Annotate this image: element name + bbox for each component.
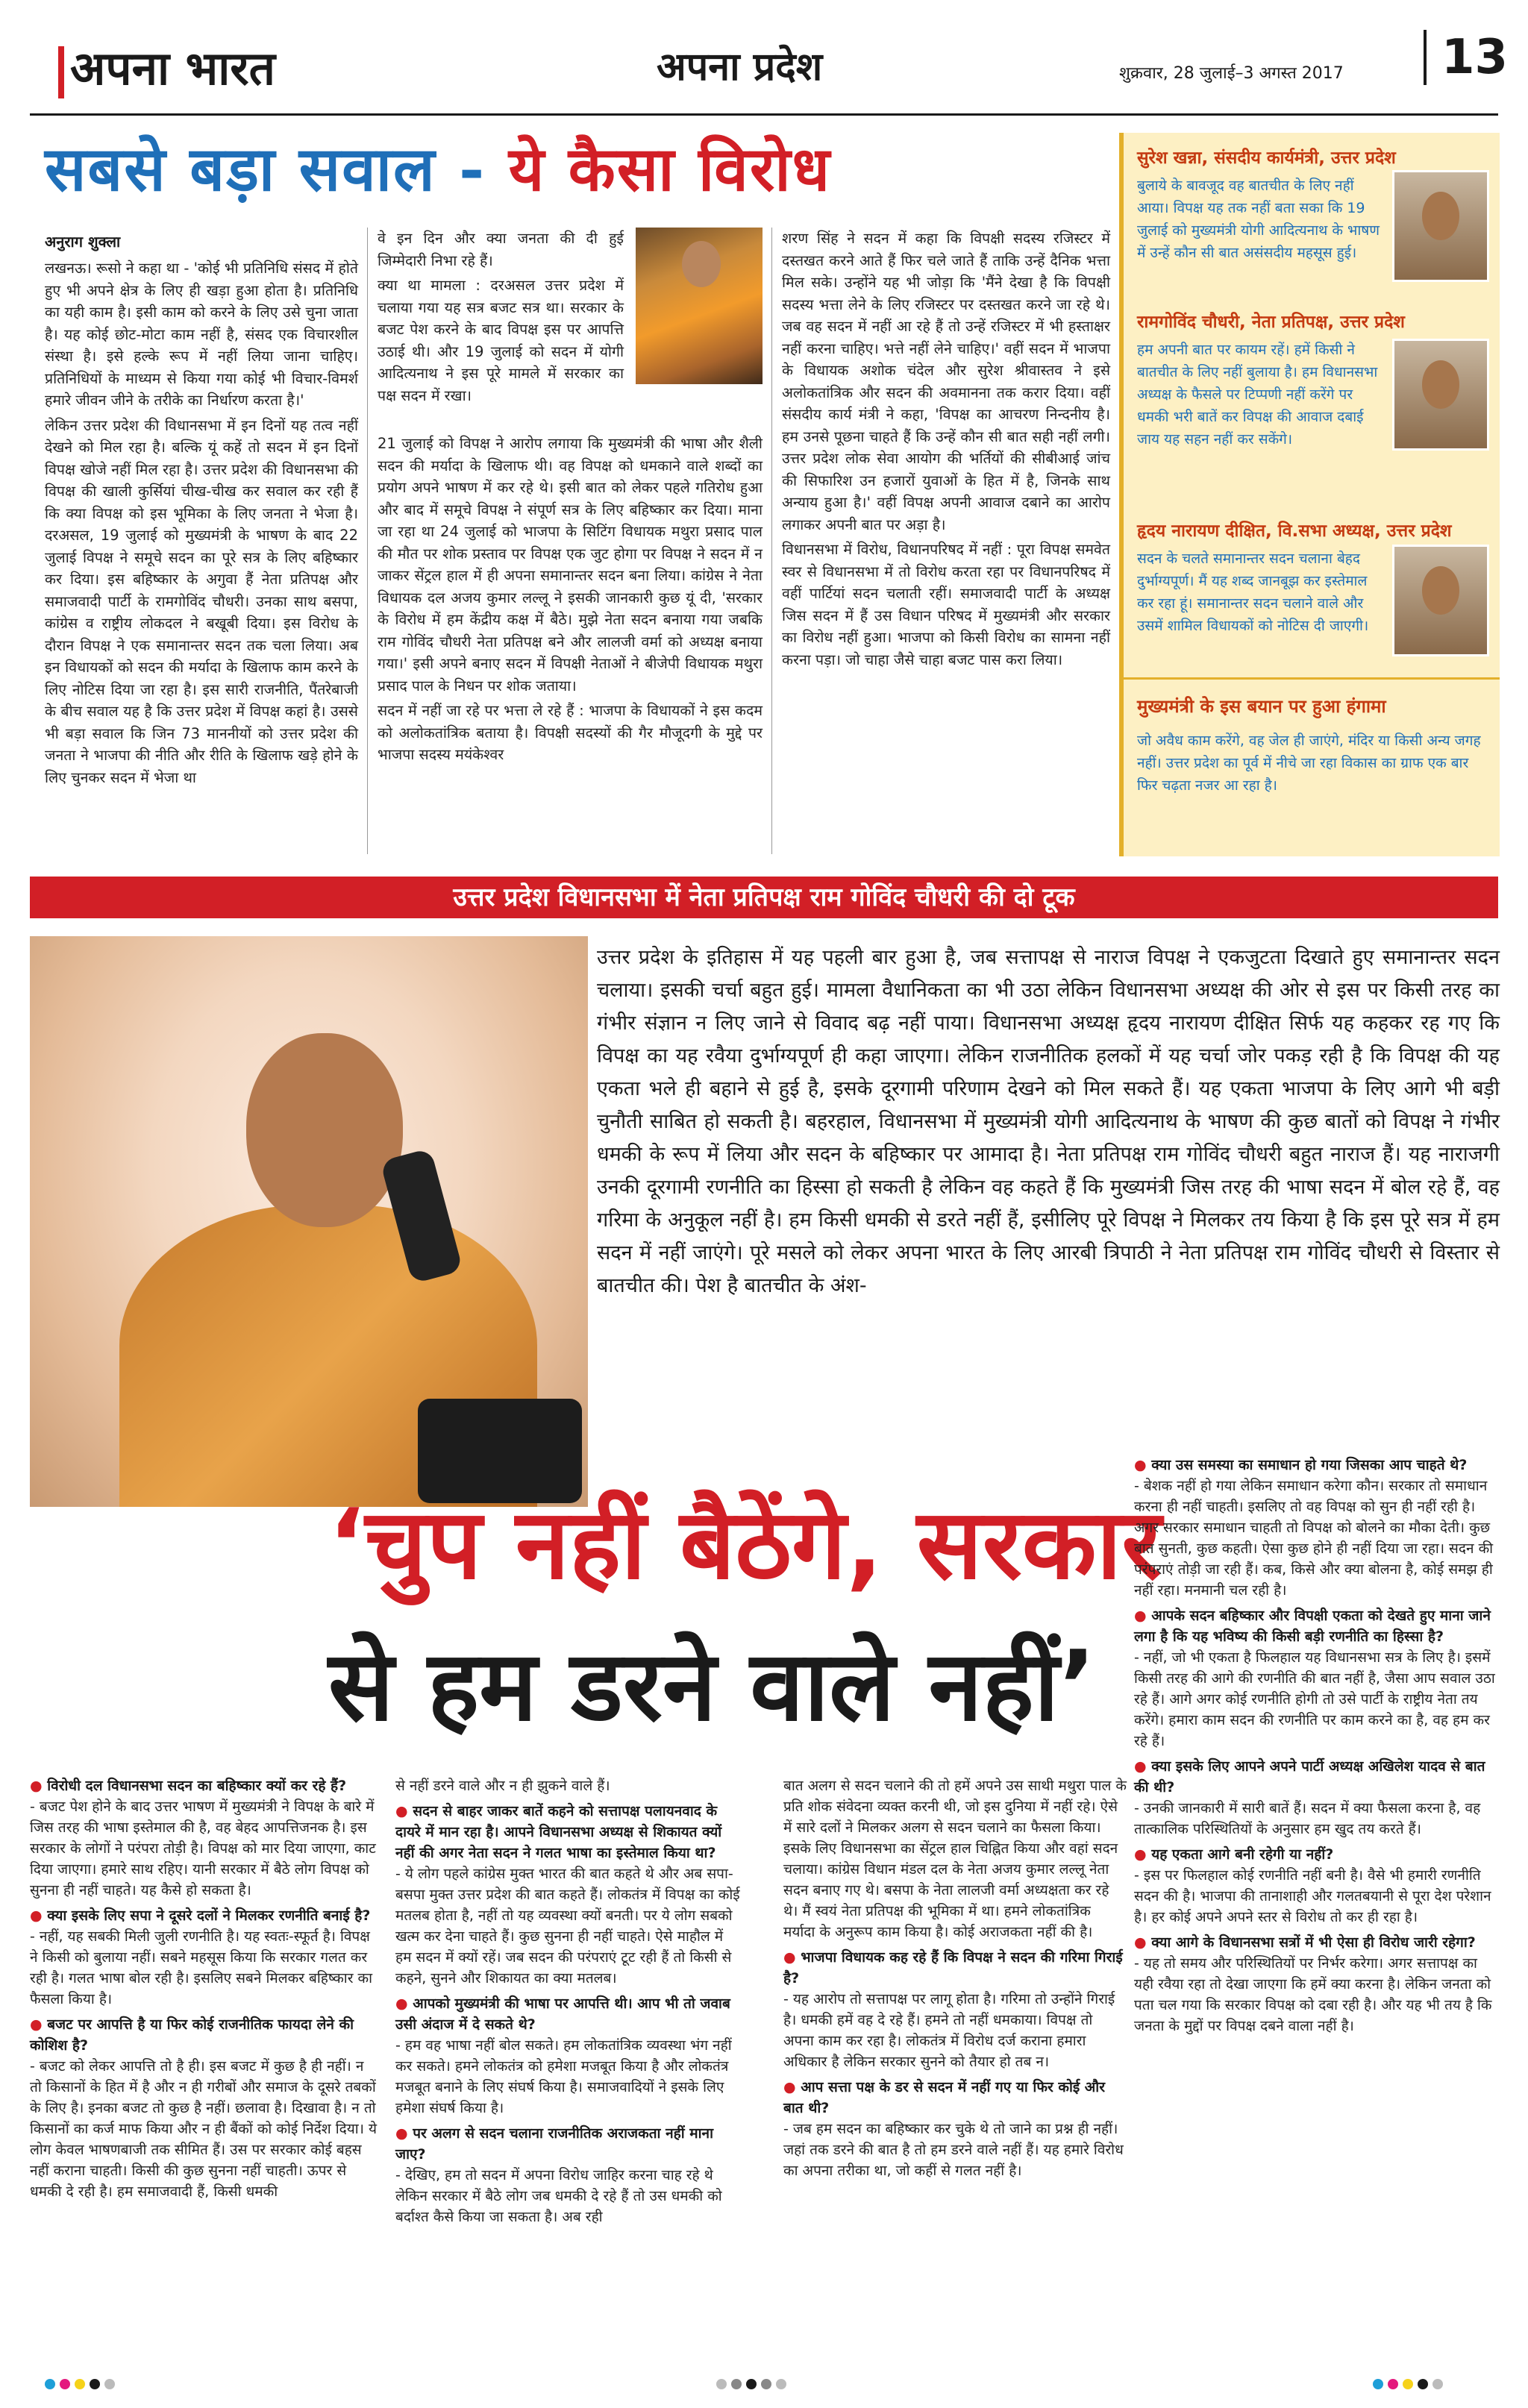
interview-intro: उत्तर प्रदेश के इतिहास में यह पहली बार हुआ है, जब सत्तापक्ष से नाराज विपक्ष ने एकजुटता दिखाते हुए समानान्तर सदन चलाया। इसकी चर्चा बहुत हुई। मामला वैधानिकता का भी उठा लेकिन विधानसभा अध्यक्ष की ओर से इस पर किसी तरह का गंभीर संज्ञान न लिए जाने से विवाद बढ़ नहीं पाया। विधानसभा अध्यक्ष हृदय नारायण दीक्षित सिर्फ यह कहकर रह गए कि विपक्ष का यह रवैया दुर्भाग्यपूर्ण ही कहा जाएगा। लेकिन राजनीतिक हलकों में यह चर्चा जोर पकड़ रही है कि विपक्ष की यह एकता भले ही बहाने से हुई है, इसके दूरगामी परिणाम देखने को मिल सकते हैं। यह एकता भाजपा के लिए आगे भी बड़ी चुनौती साबित हो सकती है। बहरहाल, विधानसभा में मुख्यमंत्री योगी आदित्यनाथ के भाषण की कुछ बातों को विपक्ष ने गंभीर धमकी के रूप में लिया और सदन के बहिष्कार पर आमादा है। नेता प्रतिपक्ष राम गोविंद चौधरी बहुत नाराज हैं। यह नाराजगी उनकी दूरगामी रणनीति का हिस्सा हो सकती है लेकिन वह कहते हैं कि मुख्यमंत्री जिस तरह की भाषा सदन में बोल रहे हैं, वह गरिमा के अनुकूल नहीं है। हम किसी धमकी से डरते नहीं हैं, इसीलिए पूरे विपक्ष ने मिलकर तय किया है कि इस पूरे सत्र में हम सदन में नहीं जाएंगे। पूरे मसले को लेकर अपना भारत के लिए आरबी त्रिपाठी ने नेता प्रतिपक्ष राम गोविंद चौधरी से विस्तार से बातचीत की। पेश है बातचीत के अंश- [597, 946, 1500, 1297]
sidebar-quote: बुलाये के बावजूद वह बातचीत के लिए नहीं आया। विपक्ष यह तक नहीं बता सका कि 19 जुलाई को मुख्यमंत्री योगी आदित्यनाथ के भाषण में उन्हें कौन सी बात असंसदीय महसूस हुई। [1137, 178, 1380, 261]
brand-name: अपना भारत [70, 41, 275, 95]
qa-question: ● भाजपा विधायक कह रहे हैं कि विपक्ष ने सदन की गरिमा गिराई है? [783, 1947, 1127, 1989]
qa-question: ● क्या इसके लिए सपा ने दूसरे दलों ने मिलकर रणनीति बनाई है? [30, 1905, 377, 1926]
photo-subject [246, 1033, 403, 1227]
qa-answer: - जब हम सदन का बहिष्कार कर चुके थे तो जाने का प्रश्न ही नहीं। जहां तक डरने की बात है तो हम डरने वाले नहीं हैं। यह हमारे विरोध का अपना तरीका था, जो कहीं से गलत नहीं है। [783, 2121, 1124, 2179]
quotes-sidebar [1119, 133, 1500, 856]
masthead-rule [30, 113, 1498, 116]
qa-question: ● यह एकता आगे बनी रहेगी या नहीं? [1134, 1844, 1498, 1865]
photo-subject [1422, 360, 1459, 409]
qa-answer: - यह तो समय और परिस्थितियों पर निर्भर करेगा। अगर सत्तापक्ष का यही रवैया रहा तो देखा जाएगा कि हमें क्या करना है। लेकिन जनता को पता चल गया कि सरकार विपक्ष को दबा रही है। और यह भी तय है कि जनता के मुद्दों पर विपक्ष दबने वाला नहीं है। [1134, 1955, 1492, 2034]
qa-answer: - ये लोग पहले कांग्रेस मुक्त भारत की बात कहते थे और अब सपा-बसपा मुक्त उत्तर प्रदेश की बात कहते हैं। लोकतंत्र में विपक्ष का कोई मतलब होता है, नहीं तो यह व्यवस्था क्यों बनती। पर ये लोग सबको खत्म कर देना चाहते हैं। कुछ सुनना ही नहीं चाहते। ऐसे माहौल में हम सदन में क्यों रहें। जब सदन की परंपराएं टूट रही हैं तो किसी से कहने, सुनने और शिकायत का क्या मतलब। [395, 1866, 740, 1987]
article-paragraph: सदन में नहीं जा रहे पर भत्ता ले रहे हैं : भाजपा के विधायकों ने इस कदम को अलोकतांत्रिक बताया है। विपक्षी सदस्यों की गैर मौजूदगी के मुद्दे पर भाजपा सदस्य मयंकेश्वर [378, 702, 763, 763]
sidebar-divider [1124, 677, 1500, 680]
headline-part-2: ये कैसा विरोध [508, 134, 832, 205]
ram-govind-chaudhary-photo [1392, 339, 1489, 451]
qa-question: ● पर अलग से सदन चलाना राजनीतिक अराजकता नहीं माना जाए? [395, 2123, 742, 2165]
sidebar-quote: हम अपनी बात पर कायम रहें। हमें किसी ने बातचीत के लिए नहीं बुलाया है। हम विधानसभा अध्यक्ष के फैसले पर टिप्पणी नहीं करेंगे पर धमकी भरी बातें कर विपक्ष की आवाज दबाई जाय यह सहन नहीं कर सकेंगे। [1137, 342, 1378, 448]
article-paragraph: वे इन दिन और क्या जनता की दी हुई जिम्मेदारी निभा रहे हैं। [378, 230, 624, 269]
main-headline [45, 125, 831, 209]
qa-answer: - देखिए, हम तो सदन में अपना विरोध जाहिर करना चाह रहे थे लेकिन सरकार में बैठे लोग जब धमकी दे रहे हैं तो उस धमकी को बर्दाश्त कैसे किया जा सकता है। अब रही [395, 2167, 722, 2225]
column-divider [367, 228, 368, 854]
qa-answer: - यह आरोप तो सत्तापक्ष पर लागू होता है। गरिमा तो उन्होंने गिराई है। धमकी हमें वह दे रहे हैं। हमने तो नहीं धमकाया। विपक्ष तो अपना काम कर रहा है। लोकतंत्र में विरोध दर्ज कराना हमारा अधिकार है लेकिन सरकार सुनने को तैयार हो तब न। [783, 1991, 1115, 2070]
column-divider [771, 228, 772, 854]
qa-question: ● बजट पर आपत्ति है या फिर कोई राजनीतिक फायदा लेने की कोशिश है? [30, 2014, 377, 2056]
byline: अनुराग शुक्ला [45, 233, 121, 251]
sidebar-title: सुरेश खन्ना, संसदीय कार्यमंत्री, उत्तर प्रदेश [1137, 148, 1396, 168]
article-column-3 [782, 228, 1110, 674]
qa-answer: - इस पर फिलहाल कोई रणनीति नहीं बनी है। वैसे भी हमारी रणनीति सदन की है। भाजपा की तानाशाही और गलतबयानी से पूरा देश परेशान है। हर कोई अपने अपने स्तर से विरोध तो कर ही रहा है। [1134, 1867, 1491, 1925]
photo-subject [682, 241, 721, 287]
qa-answer: - नहीं, यह सबकी मिली जुली रणनीति है। यह स्वतः-स्फूर्त है। विपक्ष ने किसी को बुलाया नहीं। सबने महसूस किया कि सरकार गलत कर रही है। गलत भाषा बोल रही है। इसलिए सबने मिलकर बहिष्कार का फैसला किया है। [30, 1928, 373, 2007]
qa-question: ● विरोधी दल विधानसभा सदन का बहिष्कार क्यों कर रहे हैं? [30, 1775, 377, 1796]
qa-column-1 [30, 1775, 377, 2207]
article-column-2 [378, 433, 763, 769]
brand-logo [58, 36, 275, 98]
qa-answer: बात अलग से सदन चलाने की तो हमें अपने उस साथी मथुरा पाल के प्रति शोक संवेदना व्यक्त करनी थी, जो इस दुनिया में नहीं रहे। ऐसे में सारे दलों ने मिलकर अलग से सदन चलाने का फैसला किया। इसके लिए विधानसभा का सेंट्रल हाल चिह्नित किया और वहां सदन चलाया। कांग्रेस विधान मंडल दल के नेता अजय कुमार लल्लू नेता सदन बनाए गए थे। बसपा के नेता लालजी वर्मा अध्यक्षता कर रहे थे। मैं स्वयं नेता प्रतिपक्ष की भूमिका में था। हमने लोकतांत्रिक मर्यादा के अनुरूप काम किया है। कोई अराजकता नहीं की है। [783, 1778, 1127, 1940]
photo-subject [1422, 566, 1459, 615]
yogi-photo [636, 228, 763, 384]
qa-question: ● क्या उस समस्या का समाधान हो गया जिसका आप चाहते थे? [1134, 1455, 1498, 1476]
pull-quote [328, 1473, 1161, 1757]
qa-column-2 [395, 1775, 742, 2232]
brand-accent-bar [58, 46, 64, 98]
article-paragraph: क्या था मामला : दरअसल उत्तर प्रदेश में चलाया गया यह सत्र बजट सत्र था। सरकार के बजट पेश करने के बाद विपक्ष इस पर आपत्ति उठाई थी। और 19 जुलाई को सदन में योगी आदित्यनाथ ने इस पूरे मामले में सरकार का पक्ष सदन में रखा। [378, 277, 624, 404]
sidebar-quote: सदन के चलते समानान्तर सदन चलाना बेहद दुर्भाग्यपूर्ण। मैं यह शब्द जानबूझ कर इस्तेमाल कर रहा हूं। समानान्तर सदन चलाने वाले और उसमें शामिल विधायकों को नोटिस दी जाएगी। [1137, 551, 1369, 634]
qa-answer: - बजट पेश होने के बाद उत्तर भाषण में मुख्यमंत्री ने विपक्ष के बारे में जिस तरह की भाषा इस्तेमाल की है, वह बेहद आपत्तिजनक है। इस सरकार के लोगों ने परंपरा तोड़ी है। विपक्ष को मार दिया जाएगा, काट दिया जाएगा। हमारे साथ रहिए। यानी सरकार में बैठे लोग विपक्ष को सुनना ही नहीं चाहते। यह कैसे हो सकता है। [30, 1799, 376, 1899]
article-column-2-top [378, 228, 624, 410]
sidebar-title: हृदय नारायण दीक्षित, वि.सभा अध्यक्ष, उत्तर प्रदेश [1137, 521, 1452, 541]
headline-part-1: सबसे बड़ा सवाल - [45, 134, 509, 205]
article-paragraph: विधानसभा में विरोध, विधानपरिषद में नहीं : पूरा विपक्ष समवेत स्वर से विधानसभा में तो विरोध करता रहा पर विधानपरिषद में वहीं पार्टियां सदन चलाती रहीं। समाजवादी पार्टी के अध्यक्ष जिस सदन में हैं उस विधान परिषद में मुख्यमंत्री और सरकार का विरोध नहीं हुआ। भाजपा को किसी विरोध का सामना नहीं करना पड़ा। जो चाहा जैसे चाहा बजट पास करा लिया। [782, 541, 1110, 668]
cm-statement-title: मुख्यमंत्री के इस बयान पर हुआ हंगामा [1137, 696, 1386, 717]
qa-answer: से नहीं डरने वाले और न ही झुकने वाले हैं। [395, 1778, 610, 1794]
suresh-khanna-photo [1392, 170, 1489, 282]
qa-column-3 [783, 1775, 1127, 2186]
qa-question: ● आप सत्ता पक्ष के डर से सदन में नहीं गए या फिर कोई और बात थी? [783, 2077, 1127, 2119]
qa-answer: - बजट को लेकर आपत्ति तो है ही। इस बजट में कुछ है ही नहीं। न तो किसानों के हित में है और न ही गरीबों और समाज के दूसरे तबकों के लिए है। इनका बजट तो कुछ है नहीं। छलावा है। दिखावा है। न तो किसानों का कर्ज माफ किया और न ही बैंकों को कोई निर्देश दिया। ये लोग केवल भाषणबाजी तक सीमित हैं। उस पर सरकार कोई बहस नहीं कराना चाहती। किसी की कुछ सुनना नहीं चाहती। ऊपर से धमकी दे रही है। हम समाजवादी हैं, किसी धमकी [30, 2058, 377, 2200]
qa-answer: - बेशक नहीं हो गया लेकिन समाधान करेगा कौन। सरकार तो समाधान करना ही नहीं चाहती। इसलिए तो वह विपक्ष को सुन ही नहीं रही है। अगर सरकार समाधान चाहती तो विपक्ष को बोलने का मौका देती। कुछ बात सुनती, कुछ कहती। ऐसा कुछ होने ही नहीं दिया जा रहा। सदन की परंपराएं तोड़ी जा रही हैं। कब, किसे और क्या बोलना है, कोई समझ ही नहीं रहा। मनमानी चल रही है। [1134, 1478, 1494, 1599]
pull-quote-line-2: से हम डरने वाले नहीं’ [328, 1629, 1096, 1743]
cm-statement-text: जो अवैध काम करेंगे, वह जेल ही जाएंगे, मंदिर या किसी अन्य जगह नहीं। उत्तर प्रदेश का पूर्व में नीचे जा रहा विकास का ग्राफ एक बार फिर चढ़ता नजर आ रहा है। [1137, 733, 1481, 794]
qa-question: ● आपके सदन बहिष्कार और विपक्षी एकता को देखते हुए माना जाने लगा है कि यह भविष्य की किसी बड़ी रणनीति का हिस्सा है? [1134, 1605, 1498, 1647]
page-number: 13 [1424, 30, 1508, 85]
qa-question: ● सदन से बाहर जाकर बातें कहने को सत्तापक्ष पलायनवाद के दायरे में मान रहा है। आपने विधानसभा अध्यक्ष से शिकायत क्यों नहीं की अगर नेता सदन ने गलत भाषा का इस्तेमाल किया था? [395, 1801, 742, 1863]
photo-subject [1422, 192, 1459, 240]
article-paragraph: 21 जुलाई को विपक्ष ने आरोप लगाया कि मुख्यमंत्री की भाषा और शैली सदन की मर्यादा के खिलाफ थी। वह विपक्ष को धमकाने वाले शब्दों का प्रयोग अपने भाषण में कर रहे थे। इसी बात को लेकर पहले गतिरोध हुआ और बाद में समूचे विपक्ष ने संपूर्ण सत्र के लिए बहिष्कार कर दिया। माना जा रहा था 24 जुलाई को भाजपा के सिटिंग विधायक मथुरा प्रसाद पाल की मौत पर शोक प्रस्ताव पर विपक्ष एक जुट होगा पर विपक्ष ने सदन में न जाकर सेंट्रल हाल में ही अपना समानान्तर सदन बना लिया। कांग्रेस ने नेता विधायक दल अजय कुमार लल्लू ने इसकी जानकारी कुछ यूं दी, 'सरकार के विरोध में हम केंद्रीय कक्ष में बैठे। मुझे नेता सदन बनाया गया जबकि राम गोविंद चौधरी नेता प्रतिपक्ष बने और लालजी वर्मा को अध्यक्ष बनाया गया।' इसी अपने बनाए सदन में विपक्षी नेताओं ने बीजेपी विधायक मथुरा प्रसाद पाल के निधन पर शोक जताया। [378, 435, 763, 695]
qa-answer: - हम वह भाषा नहीं बोल सकते। हम लोकतांत्रिक व्यवस्था भंग नहीं कर सकते। हमने लोकतंत्र को हमेशा मजबूत किया है और लोकतंत्र मजबूत बनाने के लिए संघर्ष किया है। समाजवादियों ने इसके लिए हमेशा संघर्ष किया है। [395, 2037, 732, 2116]
qa-answer: - उनकी जानकारी में सारी बातें हैं। सदन में क्या फैसला करना है, वह तात्कालिक परिस्थितियों के अनुसार हम खुद तय करते हैं। [1134, 1800, 1481, 1837]
article-paragraph: शरण सिंह ने सदन में कहा कि विपक्षी सदस्य रजिस्टर में दस्तखत करने आते हैं फिर चले जाते हैं ताकि उन्हें दैनिक भत्ता मिल सके। उन्होंने यह भी जोड़ा कि 'मैंने देखा है कि विपक्षी सदस्य भत्ता लेने के लिए रजिस्टर पर दस्तखत करने जा रहे थे। जब वह सदन में नहीं आ रहे हैं तो उन्हें रजिस्टर में भी हस्ताक्षर नहीं करना चाहिए। भत्ते नहीं लेने चाहिए।' वहीं सदन में भाजपा के विधायक अशोक चंदेल और सुरेश श्रीवास्तव ने इसे अलोकतांत्रिक और सदन की अवमानना तक करार दिया। वहीं संसदीय कार्य मंत्री ने कहा, 'विपक्ष का आचरण निन्दनीय है। हम उनसे पूछना चाहते हैं कि उन्हें कौन सी बात सही नहीं लगी। उत्तर प्रदेश लोक सेवा आयोग की भर्तियों की सीबीआई जांच की सिफारिश उन हजारों युवाओं के हित में है, जिनके साथ अन्याय हुआ है।' वहीं विपक्ष अपनी आवाज दबाने का आरोप लगाकर अपनी बात पर अड़ा है। [782, 230, 1110, 533]
print-color-marks-left [45, 2378, 119, 2390]
article-paragraph: लेकिन उत्तर प्रदेश की विधानसभा में इन दिनों यह तत्व नहीं देखने को मिल रहा है। बल्कि यूं कहें तो सदन में इन दिनों विपक्ष खोजे नहीं मिल रहा है। उत्तर प्रदेश की विधानसभा की विपक्ष की खाली कुर्सियां चीख-चीख कर सवाल कर रही हैं कि क्या विपक्ष को इस भूमिका के लिए जनता ने भेजा है। दरअसल, 19 जुलाई को मुख्यमंत्री के भाषण के बाद 22 जुलाई विपक्ष ने समूचे सदन का पूरे सत्र के लिए बहिष्कार कर दिया। इस बहिष्कार के अगुवा हैं नेता प्रतिपक्ष और समाजवादी पार्टी के रामगोविंद चौधरी। उनका साथ बसपा, कांग्रेस व राष्ट्रीय लोकदल ने बखूबी दिया। इस विरोध के दौरान विपक्ष ने एक समानान्तर सदन तक चला लिया। अब इन विधायकों को सदन की मर्यादा के खिलाफ काम करने के लिए नोटिस दिया जा रहा है। इस सारी राजनीति, पैंतरेबाजी के बीच सवाल यह है कि उत्तर प्रदेश में विपक्ष कहां है। उससे भी बड़ा सवाल कि जिन 73 माननीयों को उत्तर प्रदेश की जनता ने भाजपा की नीति और रीति के खिलाफ खड़े होने के लिए चुनकर सदन में भेजा था [45, 416, 358, 786]
section-title: अपना प्रदेश [657, 44, 823, 90]
qa-question: ● आपको मुख्यमंत्री की भाषा पर आपत्ति थी। आप भी तो जवाब उसी अंदाज में दे सकते थे? [395, 1993, 742, 2035]
interview-banner: उत्तर प्रदेश विधानसभा में नेता प्रतिपक्ष राम गोविंद चौधरी की दो टूक [30, 877, 1498, 918]
qa-answer: - नहीं, जो भी एकता है फिलहाल यह विधानसभा सत्र के लिए है। इसमें किसी तरह की आगे की रणनीति की बात नहीं है, जैसा आप सवाल उठा रहे हैं। आगे अगर कोई रणनीति होगी तो उसे पार्टी के राष्ट्रीय नेता तय करेंगे। हमारा काम सदन की रणनीति पर काम करने का है, वह हम कर रहे हैं। [1134, 1649, 1495, 1749]
print-color-marks-center [716, 2378, 791, 2390]
article-paragraph: लखनऊ। रूसो ने कहा था - 'कोई भी प्रतिनिधि संसद में होते हुए भी अपने क्षेत्र के लिए ही खड़ा हुआ होता है। प्रतिनिधि का यही काम है। इसी काम को करने के लिए उसे चुना जाता है। यह कोई छोट-मोटा काम नहीं है, संसद एक विचारशील संस्था है। इसे हल्के रूप में नहीं लिया जाना चाहिए। प्रतिनिधियों के माध्यम से किया गया कोई भी विचार-विमर्श हमारे जीवन जीने के तरीके का निर्धारण करता है।' [45, 260, 358, 409]
qa-question: ● क्या इसके लिए आपने अपने पार्टी अध्यक्ष अखिलेश यादव से बात की थी? [1134, 1756, 1498, 1798]
issue-date: शुक्रवार, 28 जुलाई–3 अगस्त 2017 [1119, 64, 1344, 83]
hriday-narayan-dixit-photo [1392, 545, 1489, 656]
ram-govind-chaudhary-main-photo [30, 936, 588, 1507]
pull-quote-line-1: ‘चुप नहीं बैठेंगे, सरकार [328, 1487, 1162, 1601]
qa-column-4 [1134, 1455, 1498, 2041]
print-color-marks-right [1373, 2378, 1447, 2390]
article-column-1 [45, 257, 358, 791]
qa-question: ● क्या आगे के विधानसभा सत्रों में भी ऐसा ही विरोध जारी रहेगा? [1134, 1932, 1498, 1953]
sidebar-title: रामगोविंद चौधरी, नेता प्रतिपक्ष, उत्तर प्रदेश [1137, 313, 1405, 332]
